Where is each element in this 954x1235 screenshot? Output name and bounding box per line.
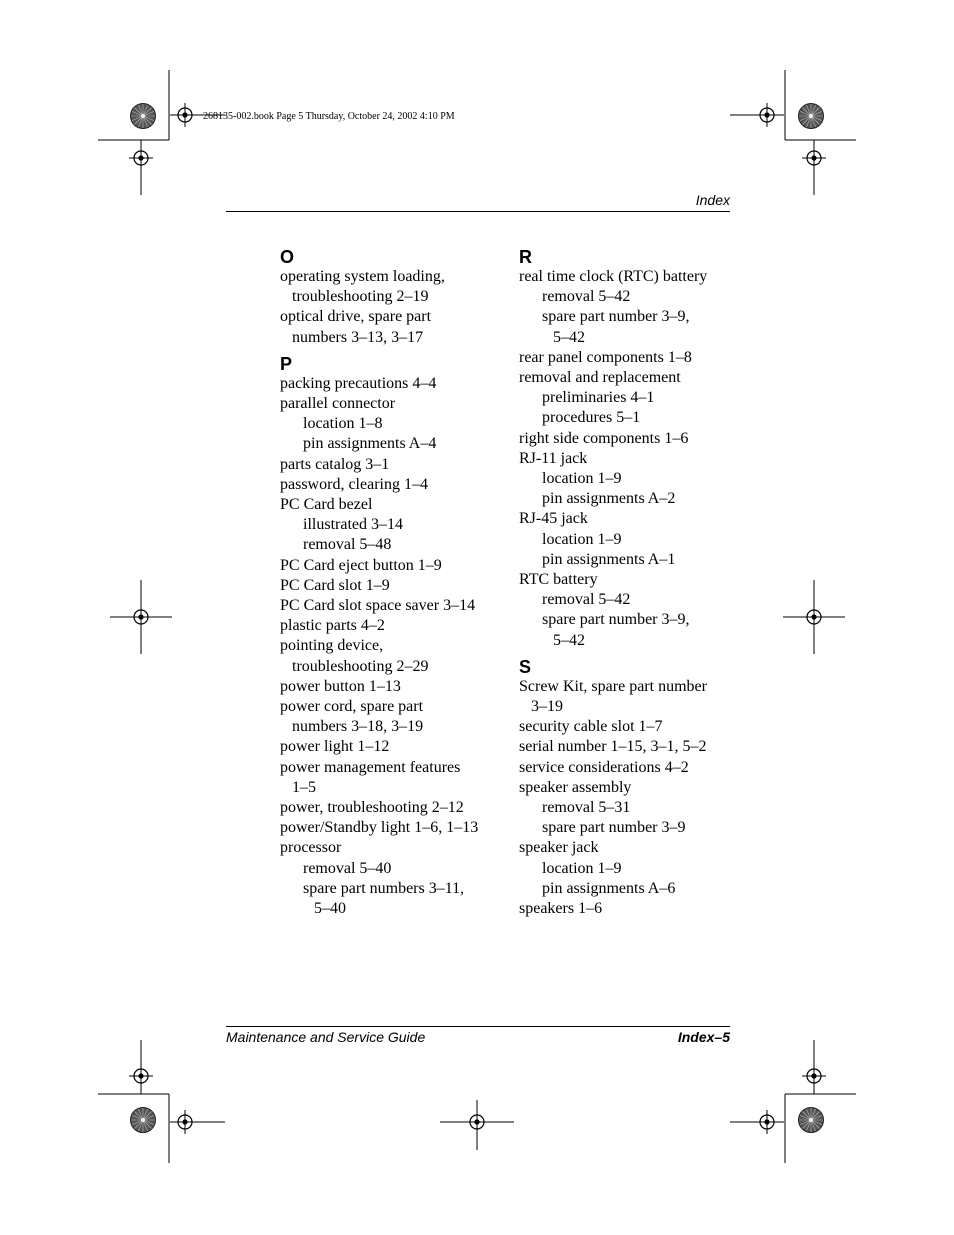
index-subentry: location 1–9 xyxy=(542,859,622,877)
index-entry: PC Card slot 1–9 xyxy=(280,576,390,594)
index-entry: processor xyxy=(280,839,342,857)
index-entry: power management features xyxy=(280,758,461,776)
index-entry: password, clearing 1–4 xyxy=(280,475,428,493)
bottom-right-marks xyxy=(730,1040,856,1163)
print-slug: 268135-002.book Page 5 Thursday, October 24, 2002 4:10 PM xyxy=(203,111,455,122)
index-entry: serial number 1–15, 3–1, 5–2 xyxy=(519,738,707,756)
index-entry: real time clock (RTC) battery xyxy=(519,268,708,285)
index-subentry: spare part numbers 3–11, xyxy=(303,879,465,897)
index-entry: plastic parts 4–2 xyxy=(280,617,385,635)
index-entry: 3–19 xyxy=(531,698,563,716)
index-subentry: pin assignments A–2 xyxy=(542,490,676,508)
index-subentry: 5–40 xyxy=(314,900,346,918)
index-entry: parallel connector xyxy=(280,395,396,413)
index-subentry: spare part number 3–9 xyxy=(542,819,686,837)
index-subentry: removal 5–40 xyxy=(303,859,392,877)
index-subentry: pin assignments A–6 xyxy=(542,879,676,897)
footer-title: Maintenance and Service Guide xyxy=(226,1029,426,1045)
bottom-left-marks xyxy=(98,1040,225,1163)
index-column-left xyxy=(280,247,510,919)
index-subentry: location 1–9 xyxy=(542,470,622,488)
page-number: Index–5 xyxy=(677,1029,730,1045)
index-subentry: location 1–9 xyxy=(542,530,622,548)
index-subentry: removal 5–48 xyxy=(303,536,392,554)
index-entry: 1–5 xyxy=(292,778,316,796)
index-letter-heading: R xyxy=(519,247,532,267)
index-subentry: spare part number 3–9, xyxy=(542,611,690,629)
top-left-marks xyxy=(98,70,225,195)
top-right-marks xyxy=(730,70,856,195)
index-entry: speaker assembly xyxy=(519,778,632,796)
index-subentry: procedures 5–1 xyxy=(542,409,641,427)
index-entry: PC Card bezel xyxy=(280,496,373,514)
index-entry: removal and replacement xyxy=(519,369,681,387)
index-entry: RTC battery xyxy=(519,571,598,589)
index-entry: rear panel components 1–8 xyxy=(519,348,692,366)
index-subentry: removal 5–31 xyxy=(542,799,631,817)
index-subentry: spare part number 3–9, xyxy=(542,308,690,326)
index-entry: right side components 1–6 xyxy=(519,429,689,447)
index-entry: power button 1–13 xyxy=(280,677,401,695)
index-subentry: location 1–8 xyxy=(303,415,383,433)
index-subentry: pin assignments A–4 xyxy=(303,435,437,453)
index-entry: service considerations 4–2 xyxy=(519,758,689,776)
index-subentry: 5–42 xyxy=(553,328,585,346)
index-entry: power cord, spare part xyxy=(280,698,424,716)
index-entry: security cable slot 1–7 xyxy=(519,718,663,736)
index-entry: troubleshooting 2–19 xyxy=(292,288,429,306)
index-entry: numbers 3–18, 3–19 xyxy=(292,718,424,736)
index-entry: power, troubleshooting 2–12 xyxy=(280,799,464,817)
index-subentry: removal 5–42 xyxy=(542,591,631,609)
index-entry: RJ-11 jack xyxy=(519,449,588,467)
index-entry: PC Card eject button 1–9 xyxy=(280,556,442,574)
index-entry: numbers 3–13, 3–17 xyxy=(292,328,424,346)
index-entry: Screw Kit, spare part number xyxy=(519,677,707,695)
index-entry: power light 1–12 xyxy=(280,738,390,756)
footer-rule xyxy=(226,1026,730,1027)
index-entry: speaker jack xyxy=(519,839,599,857)
index-subentry: removal 5–42 xyxy=(542,288,631,306)
index-entry: RJ-45 jack xyxy=(519,510,588,528)
index-letter-heading: O xyxy=(280,247,295,267)
index-letter-heading: P xyxy=(280,353,293,374)
index-subentry: pin assignments A–1 xyxy=(542,550,676,568)
index-entry: power/Standby light 1–6, 1–13 xyxy=(280,819,479,837)
header-rule xyxy=(226,211,730,212)
index-entry: speakers 1–6 xyxy=(519,900,603,918)
bottom-center-mark xyxy=(440,1100,514,1150)
index-entry: parts catalog 3–1 xyxy=(280,455,390,473)
index-subentry: illustrated 3–14 xyxy=(303,516,403,534)
index-entry: operating system loading, xyxy=(280,268,445,285)
index-column-right xyxy=(519,247,749,919)
index-letter-heading: S xyxy=(519,656,532,677)
index-subentry: 5–42 xyxy=(553,631,585,649)
index-subentry: preliminaries 4–1 xyxy=(542,389,655,407)
index-entry: optical drive, spare part xyxy=(280,308,432,326)
index-entry: pointing device, xyxy=(280,637,384,655)
index-entry: PC Card slot space saver 3–14 xyxy=(280,597,476,615)
running-head: Index xyxy=(695,192,730,208)
index-entry: troubleshooting 2–29 xyxy=(292,657,429,675)
index-entry: packing precautions 4–4 xyxy=(280,374,437,392)
